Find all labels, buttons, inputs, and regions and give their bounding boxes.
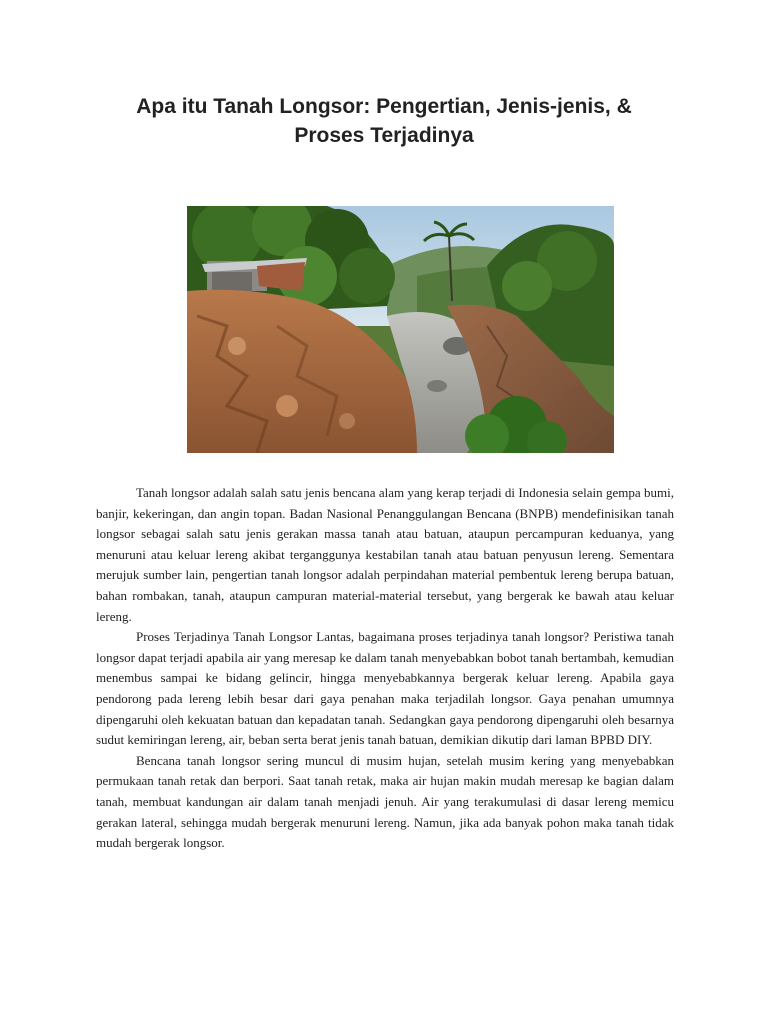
page-title <box>0 92 768 150</box>
title-line-2: Proses Terjadinya <box>294 124 474 147</box>
article-body <box>96 483 674 854</box>
landslide-illustration <box>187 206 614 453</box>
paragraph-2: Proses Terjadinya Tanah Longsor Lantas, bagaimana proses terjadinya tanah longsor? Peristiwa tanah longsor dapat terjadi apabila air yang meresap ke dalam tanah menyebabkan bobot tanah bertambah, kemudian menembus sampai ke bidang gelincir, hingga menyebabkannya bergerak keluar lereng. Apabila gaya pendorong pada lereng lebih besar dari gaya penahan maka terjadilah longsor. Gaya penahan umumnya dipengaruhi oleh kekuatan batuan dan kepadatan tanah. Sedangkan gaya pendorong dipengaruhi oleh besarnya sudut kemiringan lereng, air, beban serta berat jenis tanah batuan, demikian dikutip dari laman BPBD DIY. <box>96 629 674 748</box>
title-line-1: Apa itu Tanah Longsor: Pengertian, Jenis-jenis, & <box>136 95 632 118</box>
paragraph-1: Tanah longsor adalah salah satu jenis bencana alam yang kerap terjadi di Indonesia selain gempa bumi, banjir, kekeringan, dan angin topan. Badan Nasional Penanggulangan Bencana (BNPB) mendefinisikan tanah longsor sebagai salah satu jenis gerakan massa tanah atau batuan, ataupun percampuran keduanya, yang menuruni atau keluar lereng akibat terganggunya kestabilan tanah atau batuan penyusun lereng. Sementara merujuk sumber lain, pengertian tanah longsor adalah perpindahan material pembentuk lereng berupa batuan, bahan rombakan, tanah, ataupun campuran material-material tersebut, yang bergerak ke bawah atau keluar lereng. <box>96 485 674 624</box>
paragraph-3: Bencana tanah longsor sering muncul di musim hujan, setelah musim kering yang menyebabkan permukaan tanah retak dan berpori. Saat tanah retak, maka air hujan makin mudah meresap ke bagian dalam tanah, membuat kandungan air dalam tanah menjadi jenuh. Air yang terakumulasi di dasar lereng memicu gerakan lateral, sehingga mudah bergerak menuruni lereng. Namun, jika ada banyak pohon maka tanah tidak mudah bergerak longsor. <box>96 752 674 851</box>
landslide-photo <box>187 206 614 453</box>
